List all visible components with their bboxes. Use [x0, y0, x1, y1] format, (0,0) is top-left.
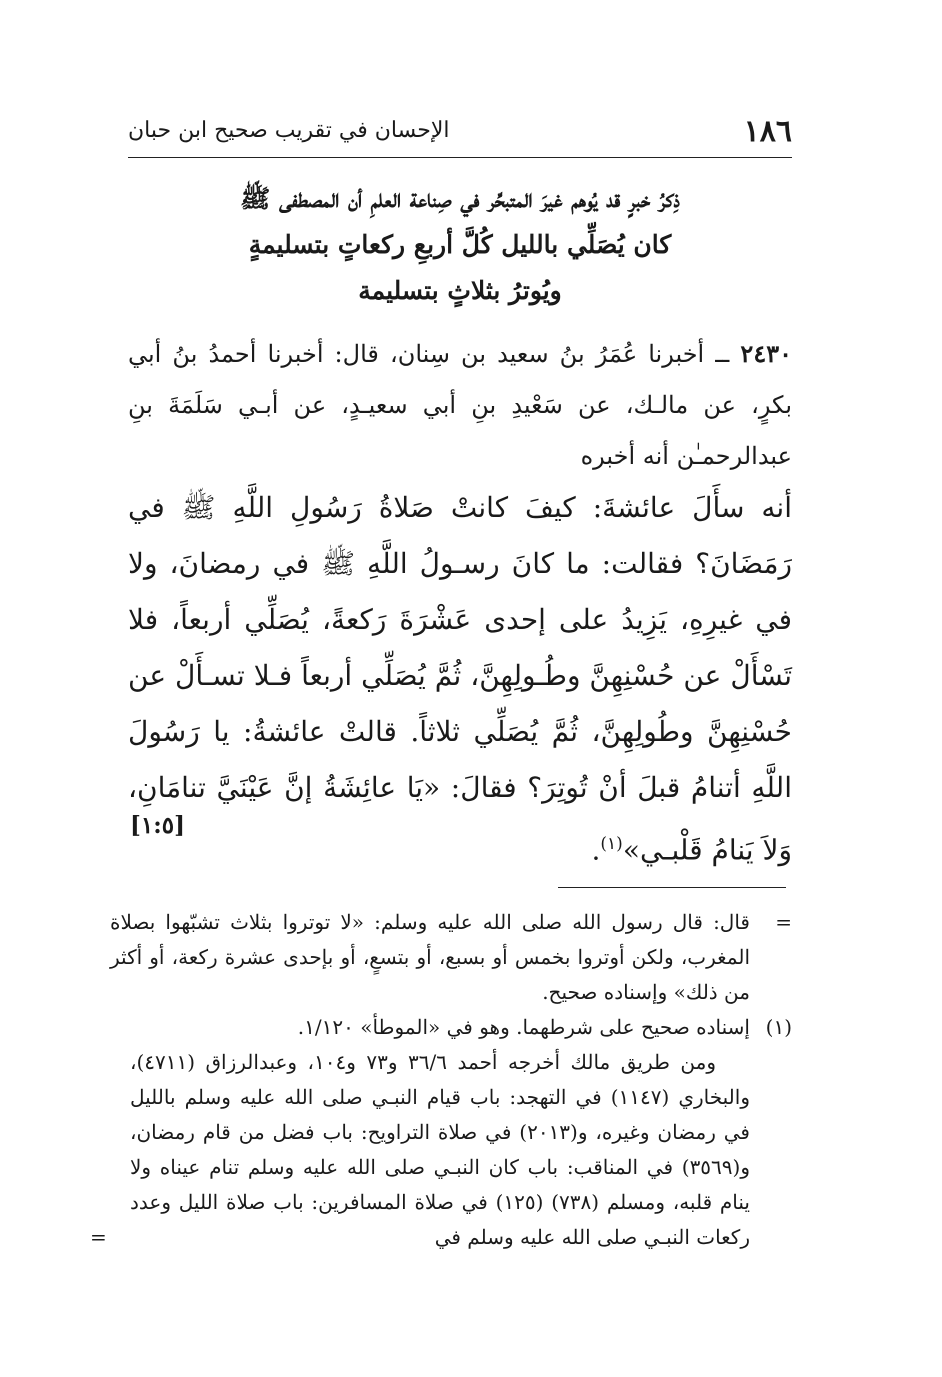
footnote-1-text: إسناده صحيح على شرطهما. وهو في «الموطأ» ١/١٢٠.	[297, 1015, 750, 1039]
header-rule	[128, 157, 792, 158]
chapter-title-line-1: ذِكرُ خبرٍ قد يُوهم غيرَ المتبحِّر في صِناعة العلمِ أن المصطفى ﷺ	[240, 184, 680, 213]
footnote-continued	[110, 905, 792, 1010]
chapter-title-line-2: كان يُصَلِّي بالليل كُلَّ أربعِ ركعاتٍ بتسليمةٍ	[248, 230, 672, 259]
hadith-isnad	[128, 328, 792, 482]
matn-text: أنه سأَلَ عائشةَ: كيفَ كانتْ صَلاةُ رَسُولِ اللَّهِ ﷺ في رَمَضَانَ؟ فقالت: ما كانَ رسـولُ اللَّهِ ﷺ في رمضانَ، ولا في غيرِهِ، يَزِيدُ على إحدى عَشْرَةَ رَكعةً، يُصَلِّي أربعاً، فلا تَسْأَلْ عن حُسْنِهِنَّ وطُـولِهِنَّ، ثُمَّ يُصَلِّي أربعاً فـلا تسـأَلْ عن حُسْنِهِنَّ وطُولِهِنَّ، ثُمَّ يُصَلِّي ثلاثاً. قالتْ عائشةُ: يا رَسُولَ اللَّهِ أتنامُ قبلَ أنْ تُوتِرَ؟ فقالَ: «يَا عائِشَةُ إنَّ عَيْنَيَّ تنامَانِ، وَلاَ يَنامُ قَلْبـي»	[128, 491, 792, 867]
footnote-1	[110, 1010, 792, 1045]
page-number: ١٨٦	[743, 114, 792, 149]
footnote-continued-text: قال: قال رسول الله صلى الله عليه وسلم: «لا توتروا بثلاث تشبّهوا بصلاة المغرب، ولكن أوتروا بخمس أو بسبع، أو بتسعٍ، أو بإحدى عشرة ركعة، أو أكثر من ذلك» وإسناده صحيح.	[110, 910, 750, 1004]
footnote-1-mark: (١)	[765, 1015, 792, 1039]
page-header	[128, 112, 792, 152]
running-title: الإحسان في تقريب صحيح ابن حبان	[128, 118, 450, 143]
hadith-number: ٢٤٣٠	[740, 339, 792, 368]
continuation-mark: =	[775, 910, 792, 934]
chapter-title	[128, 176, 792, 314]
chapter-title-line-3: ويُوترُ بثلاثٍ بتسليمة	[358, 276, 562, 305]
footnote-1-paragraph-text: ومن طريق مالك أخرجه أحمد ٣٦/٦ و٧٣ و١٠٤، وعبدالرزاق (٤٧١١)، والبخاري (١١٤٧) في التهجد: باب قيام النبـي صلى الله عليه وسلم بالليل في رمضان وغيره، و(٢٠١٣) في صلاة التراويح: باب فضل من قام رمضان، و(٣٥٦٩) في المناقب: باب كان النبـي صلى الله عليه وسلم تنام عيناه ولا ينام قلبه، ومسلم (٧٣٨) (١٢٥) في صلاة المسافرين: باب صلاة الليل وعدد ركعات النبـي صلى الله عليه وسلم في	[130, 1050, 750, 1249]
matn-end-period: .	[591, 833, 601, 867]
hadith-matn	[128, 480, 792, 878]
hadith-grading: [١:٥]	[130, 812, 185, 839]
continues-mark: =	[90, 1225, 107, 1249]
isnad-text: ــ أخبرنا عُمَرُ بنُ سعيد بن سِنان، قال: أخبرنا أحمدُ بنُ أبي بكرٍ، عن مالـك، عن سَعْيدِ بنِ أبي سعيـدٍ، عن أبـي سَلَمَةَ بنِ عبدالرحمـٰن أنه أخبره	[128, 340, 792, 470]
footnote-reference: (١)	[600, 834, 623, 854]
footnote-rule	[558, 887, 786, 888]
footnotes	[90, 905, 792, 1255]
footnote-1-paragraph	[90, 1045, 792, 1255]
